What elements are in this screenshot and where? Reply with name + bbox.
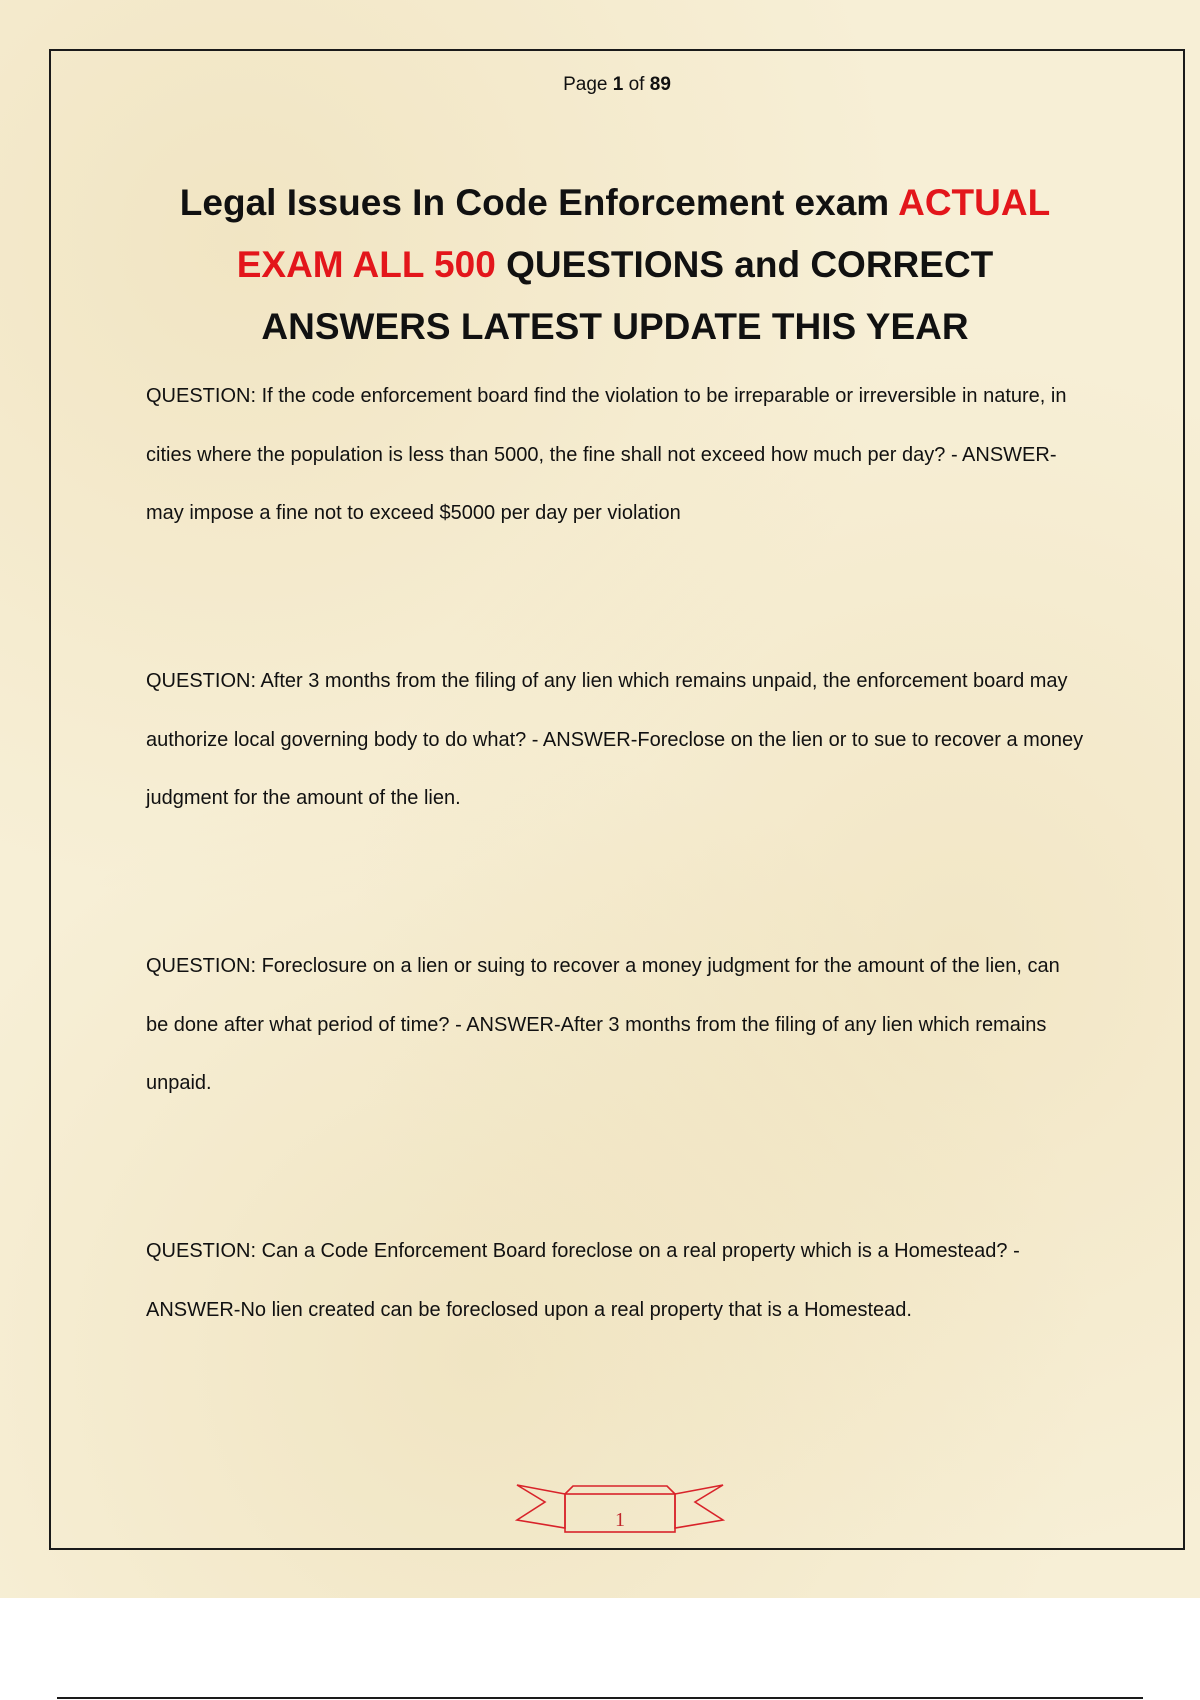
- title-part-2-highlight: ACTUAL EXAM ALL 500: [236, 182, 1051, 285]
- page-of: of: [628, 74, 645, 95]
- footer-page-number: 1: [615, 1509, 625, 1531]
- page-label: Page: [563, 74, 608, 95]
- title-part-3: QUESTIONS and CORRECT ANSWERS LATEST UPDATE THIS YEAR: [261, 244, 994, 347]
- qa-item-4: QUESTION: Can a Code Enforcement Board foreclose on a real property which is a Homestead? - ANSWER-No lien created can be foreclosed upon a real property that is a Homestead.: [146, 1240, 1020, 1321]
- document-title: [150, 172, 1080, 358]
- qa-item-2: QUESTION: After 3 months from the filing of any lien which remains unpaid, the enforcement board may authorize local governing body to do what? - ANSWER-Foreclose on the lien or to sue to recover a money judgment for the amount of the lien.: [146, 670, 1084, 809]
- bottom-rule: [57, 1697, 1143, 1699]
- qa-item-1: QUESTION: If the code enforcement board find the violation to be irreparable or irreversible in nature, in cities where the population is less than 5000, the fine shall not exceed how much per day? - ANSWER-may impose a fine not to exceed $5000 per day per violation: [146, 385, 1067, 524]
- page-total: 89: [649, 74, 671, 95]
- page-current: 1: [612, 74, 624, 95]
- page-counter: [0, 74, 1200, 96]
- title-part-1: Legal Issues In Code Enforcement exam: [179, 182, 899, 223]
- qa-item-3: QUESTION: Foreclosure on a lien or suing to recover a money judgment for the amount of the lien, can be done after what period of time? - ANSWER-After 3 months from the filing of any lien which remains unpaid.: [146, 955, 1060, 1094]
